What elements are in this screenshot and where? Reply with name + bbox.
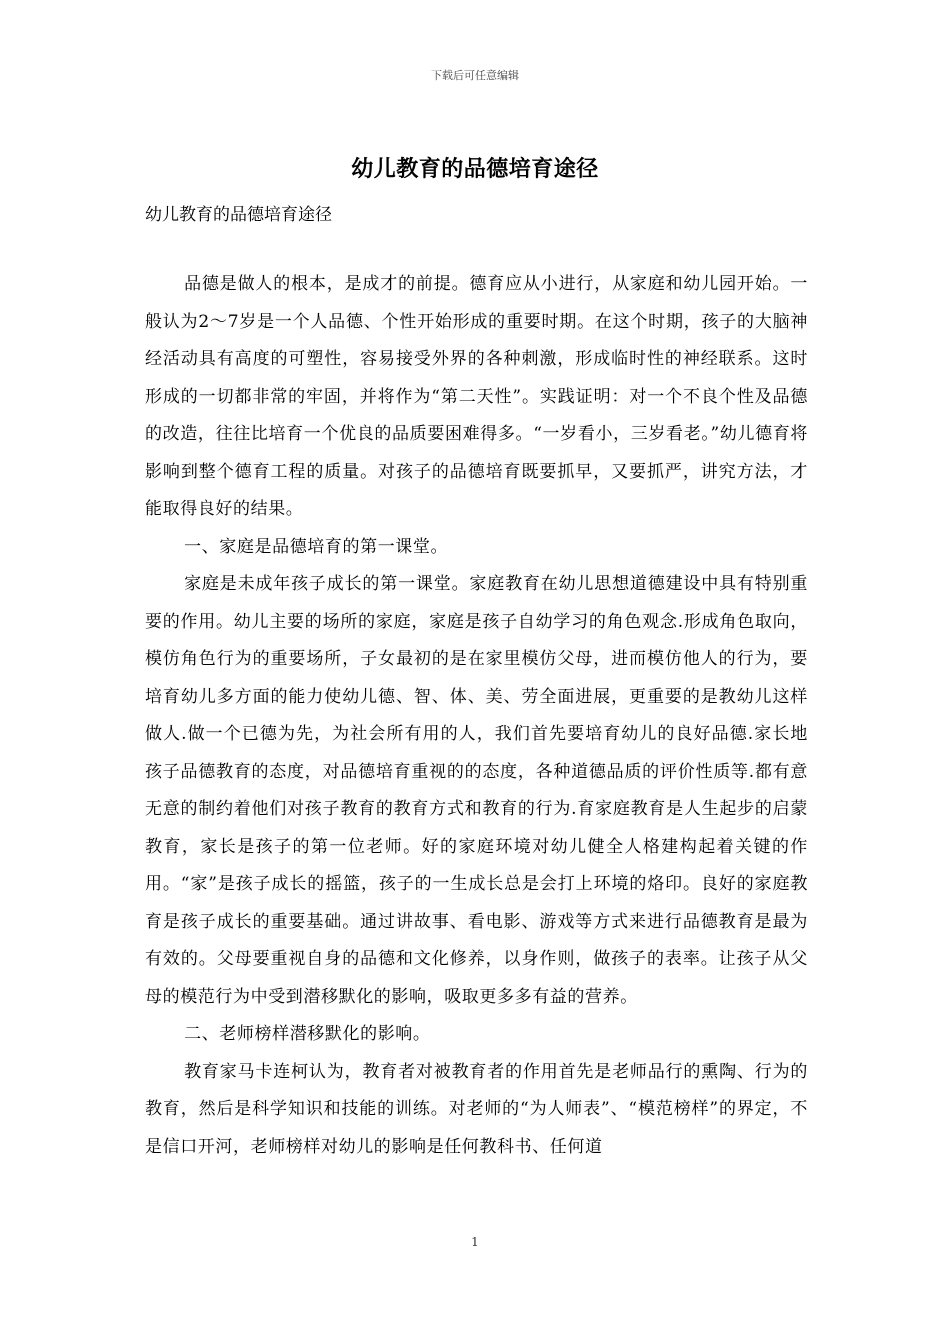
paragraph-intro: 品德是做人的根本，是成才的前提。德育应从小进行，从家庭和幼儿园开始。一般认为2～7岁是一个人品德、个性开始形成的重要时期。在这个时期，孩子的大脑神经活动具有高度的可塑性，容易接受外界的各种刺激，形成临时性的神经联系。这时形成的一切都非常的牢固，并将作为“第二天性”。实践证明：对一个不良个性及品德的改造，往往比培育一个优良的品质要困难得多。“一岁看小，三岁看老。”幼儿德育将影响到整个德育工程的质量。对孩子的品德培育既要抓早，又要抓严，讲究方法，才能取得良好的结果。 (145, 274, 808, 519)
header-note: 下载后可任意编辑 (431, 69, 519, 82)
document-body (145, 266, 808, 1166)
section-heading-teacher: 二、老师榜样潜移默化的影响。 (184, 1024, 431, 1044)
paragraph-family: 家庭是未成年孩子成长的第一课堂。家庭教育在幼儿思想道德建设中具有特别重要的作用。幼儿主要的场所的家庭，家庭是孩子自幼学习的角色观念.形成角色取向，模仿角色行为的重要场所，子女最初的是在家里模仿父母，进而模仿他人的行为，要培育幼儿多方面的能力使幼儿德、智、体、美、劳全面进展，更重要的是教幼儿这样做人.做一个已德为先，为社会所有用的人，我们首先要培育幼儿的良好品德.家长地孩子品德教育的态度，对品德培育重视的的态度，各种道德品质的评价性质等.都有意无意的制约着他们对孩子教育的教育方式和教育的行为.育家庭教育是人生起步的启蒙教育，家长是孩子的第一位老师。好的家庭环境对幼儿健全人格建构起着关键的作用。“家”是孩子成长的摇篮，孩子的一生成长总是会打上环境的烙印。良好的家庭教育是孩子成长的重要基础。通过讲故事、看电影、游戏等方式来进行品德教育是最为有效的。父母要重视自身的品德和文化修养，以身作则，做孩子的表率。让孩子从父母的模范行为中受到潜移默化的影响，吸取更多多有益的营养。 (145, 574, 808, 1007)
document-title: 幼儿教育的品德培育途径 (351, 157, 599, 182)
document-subtitle: 幼儿教育的品德培育途径 (145, 205, 332, 225)
page-number: 1 (471, 1235, 479, 1249)
paragraph-teacher: 教育家马卡连柯认为，教育者对被教育者的作用首先是老师品行的熏陶、行为的教育，然后是科学知识和技能的训练。对老师的“为人师表”、“模范榜样”的界定，不是信口开河，老师榜样对幼儿的影响是任何教科书、任何道 (145, 1061, 808, 1157)
section-heading-family: 一、家庭是品德培育的第一课堂。 (184, 536, 449, 557)
